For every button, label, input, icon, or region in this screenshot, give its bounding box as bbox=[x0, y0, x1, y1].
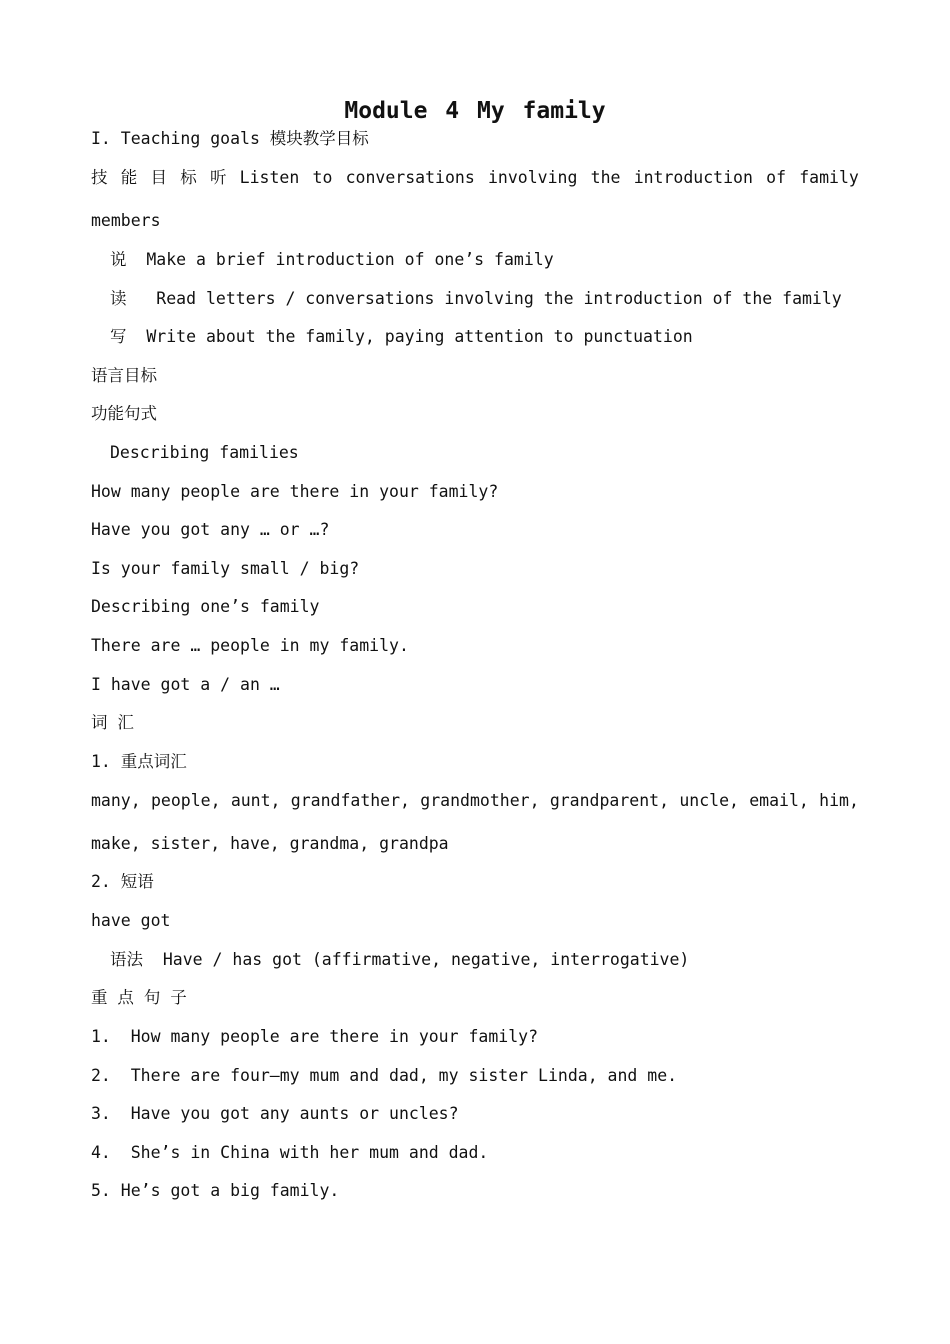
function-sentence: How many people are there in your family? bbox=[91, 482, 499, 501]
vocab-word: uncle, bbox=[679, 791, 739, 810]
describing-families: Describing families bbox=[110, 443, 299, 462]
skills-word: Listen bbox=[239, 168, 300, 187]
key-sentences-heading: 重 点 句 子 bbox=[91, 988, 187, 1007]
goals-heading: I. Teaching goals 模块教学目标 bbox=[91, 129, 369, 148]
skills-word: 标 bbox=[180, 168, 197, 187]
vocab-word: grandparent, bbox=[549, 791, 670, 810]
key-vocab-row2: make, sister, have, grandma, grandpa bbox=[91, 834, 449, 853]
function-sentence: There are … people in my family. bbox=[91, 636, 409, 655]
key-sentence: 2. There are four—my mum and dad, my sister Linda, and me. bbox=[91, 1066, 678, 1085]
skills-speak: 说 Make a brief introduction of one’s family bbox=[110, 250, 554, 269]
skills-listen-cont: members bbox=[91, 211, 161, 230]
skills-word: involving bbox=[488, 168, 578, 187]
key-vocab-row1 bbox=[91, 790, 859, 812]
function-sentence: Describing one’s family bbox=[91, 597, 320, 616]
skills-word: 技 bbox=[91, 168, 108, 187]
skills-read: 读 Read letters / conversations involving the introduction of the family bbox=[110, 289, 842, 308]
key-sentence: 1. How many people are there in your family? bbox=[91, 1027, 539, 1046]
page-title: Module 4 My family bbox=[344, 98, 606, 124]
skills-word: introduction bbox=[633, 168, 753, 187]
skills-word: family bbox=[799, 168, 859, 187]
skills-word: 听 bbox=[209, 168, 227, 187]
vocab-word: people, bbox=[150, 791, 221, 810]
vocab-word: grandmother, bbox=[420, 791, 540, 810]
language-heading: 语言目标 bbox=[91, 366, 157, 385]
skills-word: of bbox=[766, 168, 787, 187]
skills-word: the bbox=[590, 168, 621, 187]
vocab-word: aunt, bbox=[230, 791, 281, 810]
grammar: 语法 Have / has got (affirmative, negative, interrogative) bbox=[110, 950, 690, 969]
function-sentence: I have got a / an … bbox=[91, 675, 280, 694]
phrases-heading: 2. 短语 bbox=[91, 872, 154, 891]
skills-word: conversations bbox=[345, 168, 475, 187]
vocab-word: grandfather, bbox=[290, 791, 410, 810]
function-sentence: Have you got any … or …? bbox=[91, 520, 330, 539]
key-sentence: 4. She’s in China with her mum and dad. bbox=[91, 1143, 489, 1162]
skills-word: 目 bbox=[150, 168, 167, 187]
skills-write: 写 Write about the family, paying attention to punctuation bbox=[110, 327, 693, 346]
vocab-heading: 词 汇 bbox=[91, 713, 134, 732]
key-sentence: 3. Have you got any aunts or uncles? bbox=[91, 1104, 459, 1123]
skills-word: to bbox=[312, 168, 333, 187]
vocab-word: him, bbox=[819, 791, 859, 810]
key-vocab-heading: 1. 重点词汇 bbox=[91, 752, 187, 771]
key-sentence: 5. He’s got a big family. bbox=[91, 1181, 340, 1200]
phrases: have got bbox=[91, 911, 171, 930]
function-heading: 功能句式 bbox=[91, 404, 157, 423]
vocab-word: email, bbox=[749, 791, 809, 810]
vocab-word: many, bbox=[91, 791, 141, 810]
skills-listen-line bbox=[91, 167, 859, 189]
skills-word: 能 bbox=[120, 168, 138, 187]
function-sentence: Is your family small / big? bbox=[91, 559, 360, 578]
